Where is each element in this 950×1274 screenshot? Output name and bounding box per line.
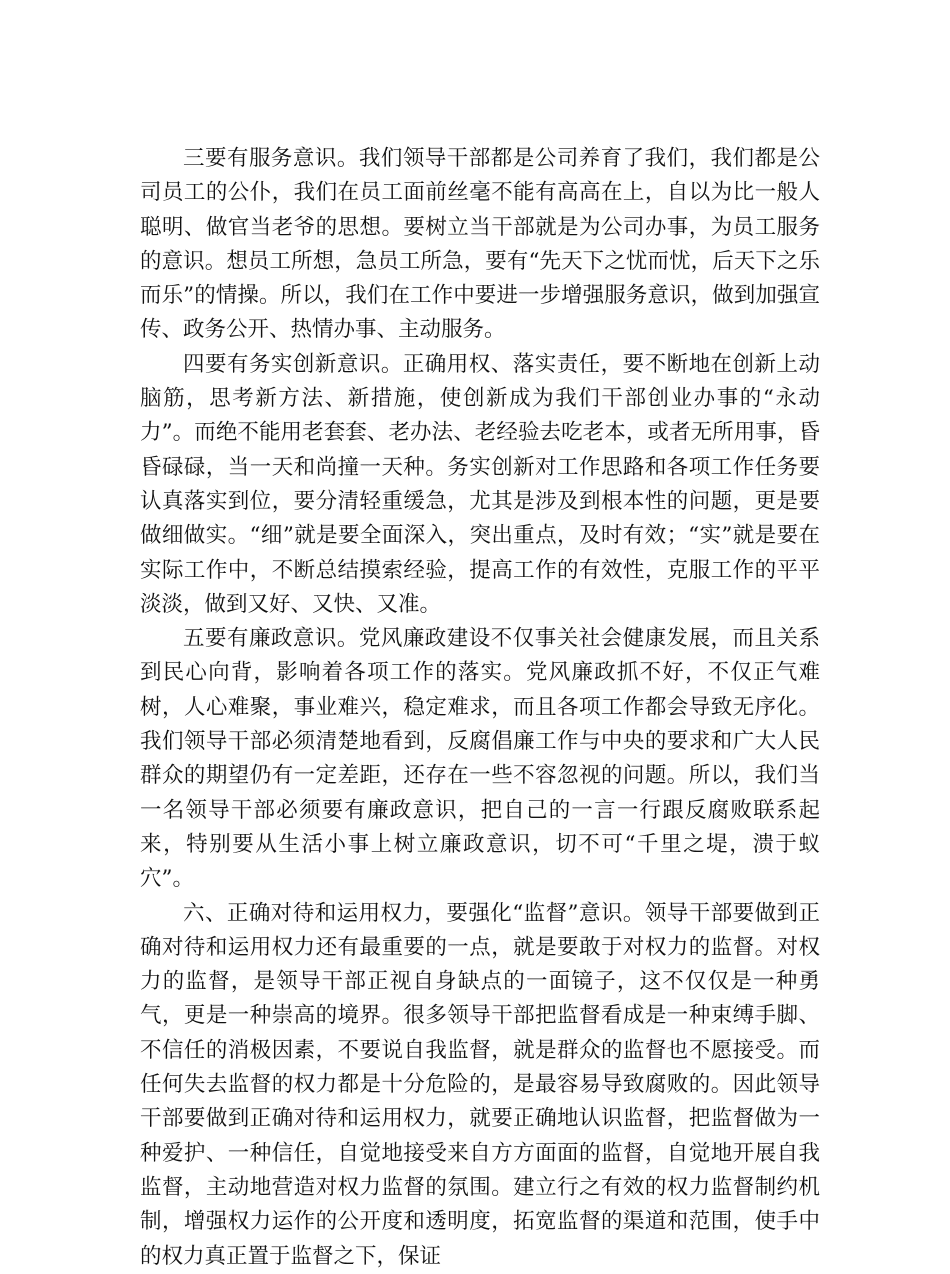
paragraph-innovation-awareness: 四要有务实创新意识。正确用权、落实责任，要不断地在创新上动脑筋，思考新方法、新措施，使创新成为我们干部创业办事的“永动力”。而绝不能用老套套、老办法、老经验去吃老本，或者无所用事，昏昏碌碌，当一天和尚撞一天种。务实创新对工作思路和各项工作任务要认真落实到位，要分清轻重缓急，尤其是涉及到根本性的问题，更是要做细做实。“细”就是要全面深入，突出重点，及时有效；“实”就是要在实际工作中，不断总结摸索经验，提高工作的有效性，克服工作的平平淡淡，做到又好、又快、又准。 [140,351,820,617]
paragraph-service-awareness: 三要有服务意识。我们领导干部都是公司养育了我们，我们都是公司员工的公仆，我们在员工面前丝毫不能有高高在上，自以为比一般人聪明、做官当老爷的思想。要树立当干部就是为公司办事，为员工服务的意识。想员工所想，急员工所急，要有“先天下之忧而忧，后天下之乐而乐”的情操。所以，我们在工作中要进一步增强服务意识，做到加强宣传、政务公开、热情办事、主动服务。 [140,146,820,343]
document-page [140,142,820,1274]
paragraph-supervision-awareness: 六、正确对待和运用权力，要强化“监督”意识。领导干部要做到正确对待和运用权力还有最重要的一点，就是要敢于对权力的监督。对权力的监督，是领导干部正视自身缺点的一面镜子，这不仅仅是一种勇气，更是一种崇高的境界。很多领导干部把监督看成是一种束缚手脚、不信任的消极因素，不要说自我监督，就是群众的监督也不愿接受。而任何失去监督的权力都是十分危险的，是最容易导致腐败的。因此领导干部要做到正确对待和运用权力，就要正确地认识监督，把监督做为一种爱护、一种信任，自觉地接受来自方方面面的监督，自觉地开展自我监督，主动地营造对权力监督的氛围。建立行之有效的权力监督制约机制，增强权力运作的公开度和透明度，拓宽监督的渠道和范围，使手中的权力真正置于监督之下，保证 [140,900,820,1269]
paragraph-integrity-awareness: 五要有廉政意识。党风廉政建设不仅事关社会健康发展，而且关系到民心向背，影响着各项工作的落实。党风廉政抓不好，不仅正气难树，人心难聚，事业难兴，稳定难求，而且各项工作都会导致无序化。我们领导干部必须清楚地看到，反腐倡廉工作与中央的要求和广大人民群众的期望仍有一定差距，还存在一些不容忽视的问题。所以，我们当一名领导干部必须要有廉政意识，把自己的一言一行跟反腐败联系起来，特别要从生活小事上树立廉政意识，切不可“千里之堤，溃于蚁穴”。 [140,626,820,892]
